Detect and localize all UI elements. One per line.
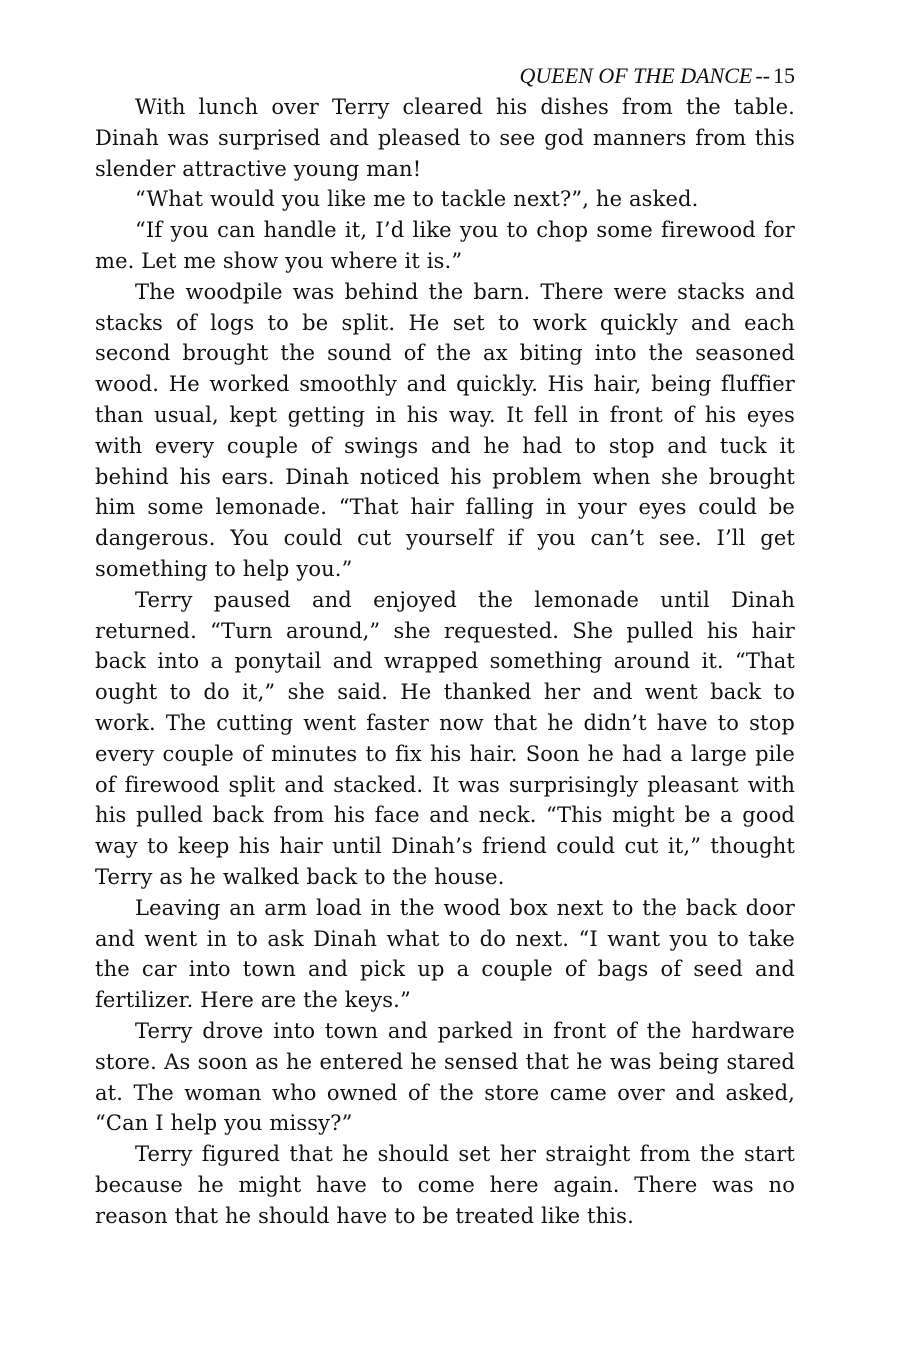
running-header xyxy=(95,62,795,90)
paragraph: “If you can handle it, I’d like you to chop some firewood for me. Let me show you where it is.” xyxy=(95,218,795,273)
paragraph: Leaving an arm load in the wood box next to the back door and went in to ask Dinah what to do next. “I want you to take the car into town and pick up a couple of bags of seed and fertilizer. Here are the keys.” xyxy=(95,895,795,1013)
paragraph: “What would you like me to tackle next?”, he asked. xyxy=(135,187,699,212)
paragraph: Terry figured that he should set her straight from the start because he might have to come here again. There was no reason that he should have to be treated like this. xyxy=(95,1142,795,1228)
paragraph: With lunch over Terry cleared his dishes from the table. Dinah was surprised and pleased to see god manners from this slender attractive young man! xyxy=(95,95,795,181)
paragraph: Terry paused and enjoyed the lemonade until Dinah returned. “Turn around,” she requested. She pulled his hair back into a ponytail and wrapped something around it. “That ought to do it,” she said. He thanked her and went back to work. The cutting went faster now that he didn’t have to stop every couple of minutes to fix his hair. Soon he had a large pile of firewood split and stacked. It was surprisingly pleasant with his pulled back from his face and neck. “This might be a good way to keep his hair until Dinah’s friend could cut it,” thought Terry as he walked back to the house. xyxy=(95,587,795,889)
book-title: QUEEN OF THE DANCE xyxy=(519,63,753,88)
paragraph: The woodpile was behind the barn. There were stacks and stacks of logs to be split. He set to work quickly and each second brought the sound of the ax biting into the seasoned wood. He worked smoothly and quickly. His hair, being fluffier than usual, kept getting in his way. It fell in front of his eyes with every couple of swings and he had to stop and tuck it behind his ears. Dinah noticed his problem when she brought him some lemonade. “That hair falling in your eyes could be dangerous. You could cut yourself if you can’t see. I’ll get something to help you.” xyxy=(95,279,795,581)
page-number: 15 xyxy=(773,63,795,88)
header-separator: -- xyxy=(755,63,770,88)
paragraph: Terry drove into town and parked in front of the hardware store. As soon as he entered he sensed that he was being stared at. The woman who owned of the store came over and asked, “Can I help you missy?” xyxy=(95,1018,795,1136)
book-page xyxy=(95,62,795,1231)
body-text xyxy=(95,92,795,1231)
